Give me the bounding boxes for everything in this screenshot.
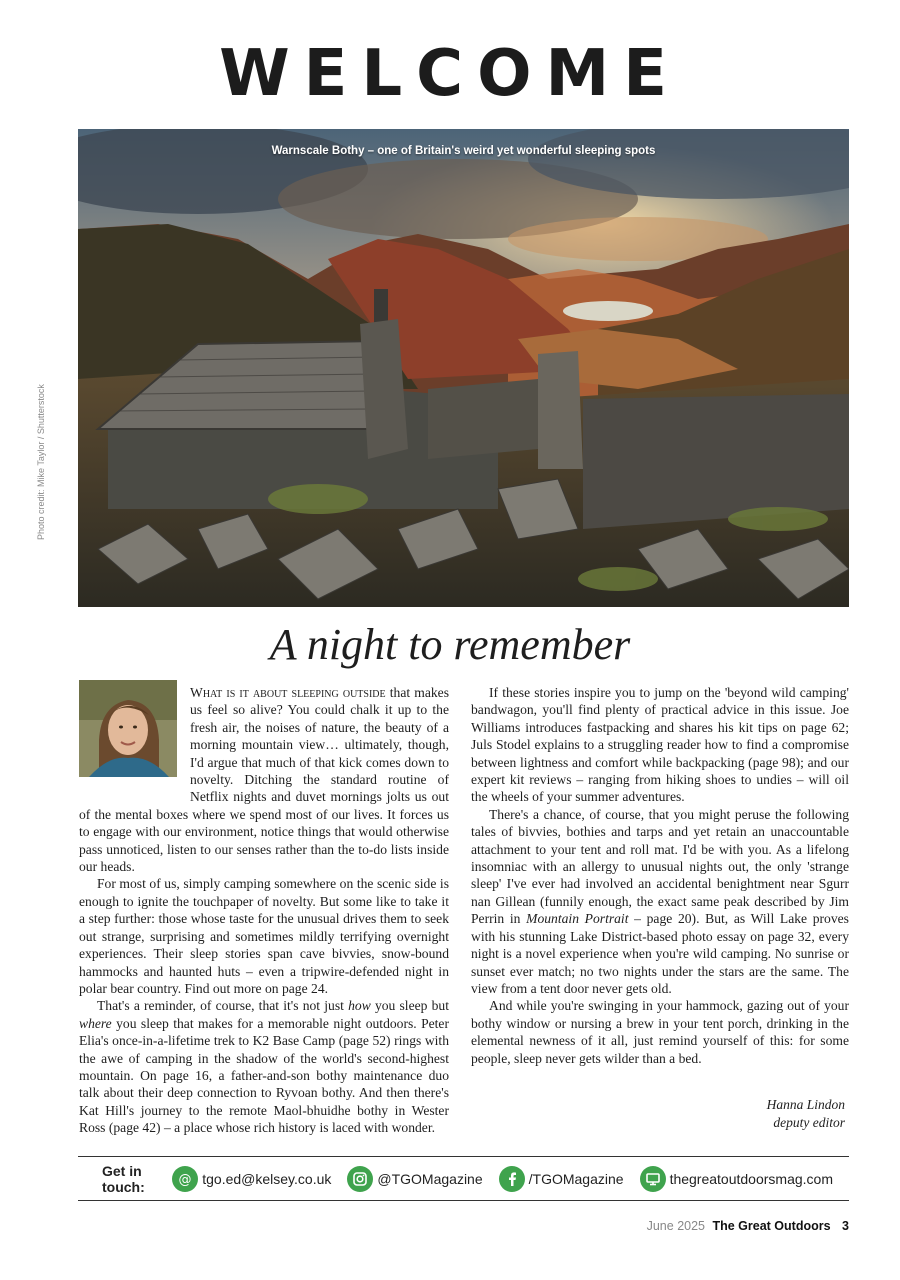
paragraph-text: There's a chance, of course, that you might peruse the following tales of bivvies, bothies and tarps and yet retain an unaccountable attachment to your tent and roll mat. I'd be with you. As a lifelong insomniac with an allergy to unusual nights out, the only 'strange sleep' I've ever had involved an accidental benightment near Sgurr nan Gillean (funnily enough, the exact same peak described by Jim Perrin in	[471, 806, 849, 927]
article-paragraph: If these stories inspire you to jump on the 'beyond wild camping' bandwagon, you'll find plenty of practical advice in this issue. Joe Williams introduces fastpacking and shares his kit tips on page 62; Juls Stodel explains to a struggling reader how to find a compromise between lightness and comfort while backpacking (page 98); and our expert kit reviews – ranging from hiking shoes to undies – will oil the wheels of your summer adventures.	[471, 685, 849, 805]
emphasis: how	[348, 998, 371, 1014]
article-headline: A night to remember	[269, 620, 631, 669]
paragraph-text: you sleep that makes for a memorable night outdoors. Peter Elia's once-in-a-lifetime trek to K2 Base Camp (page 52) rings with the awe of camping in the shadow of the world's second-highest mountain. On page 16, a father-and-son bothy maintenance duo talk about their deep connection to Ryvoan bothy. And then there's Kat Hill's journey to the remote Maol-bhuidhe bothy in Wester Ross (page 42) – a place whose rich history is laced with wonder.	[79, 1015, 449, 1136]
signature	[767, 1096, 845, 1131]
article-paragraph: For most of us, simply camping somewhere on the scenic side is enough to ignite the touchpaper of novelty. But some like to take it a step further: those whose taste for the unusual drives them to seek out strange, surprising and sometimes mildly terrifying overnight experiences. Their sleep stories span cave bivvies, snow-bound hammocks and haunted huts – even a tripwire-defended night in polar bear country. Find out more on page 24.	[79, 876, 449, 996]
hero-photo-illustration	[78, 129, 849, 607]
contact-instagram[interactable]	[347, 1166, 482, 1192]
contact-bar	[78, 1163, 849, 1195]
paragraph-text: – page 20). But, as Will Lake proves with his stunning Lake District-based photo essay on page 32, every night is a novel experience when you're wild camping. No sunrise or sunset ever match; no two nights under the stars are the same. The view from a tent door never gets old.	[471, 911, 849, 996]
facebook-icon	[499, 1166, 525, 1192]
signature-name: Hanna Lindon	[766, 1097, 845, 1112]
emphasis: where	[79, 1015, 112, 1031]
article-paragraph	[79, 997, 449, 1136]
paragraph-text: you sleep but	[374, 998, 449, 1014]
magazine-name: The Great Outdoors	[712, 1219, 831, 1233]
paragraph-text: that makes us feel so alive? You could chalk it up to the fresh air, the noises of nature, the beauty of a morning mountain view… ultimately, though, I'd argue that much of that kick comes down to novelty. Ditching the standard routine of Netflix nights and duvet mornings jolts us out of the mental boxes where we spend most of our lives. It forces us to engage with our environment, notice things that would otherwise pass unnoticed, listen to our senses rather than the to-do lists inside our heads.	[79, 685, 449, 875]
contact-email[interactable]	[172, 1166, 331, 1192]
photo-caption: Warnscale Bothy – one of Britain's weird yet wonderful sleeping spots	[271, 145, 656, 157]
masthead-title: WELCOME	[219, 37, 681, 111]
lead-in: What is it about sleeping outside	[190, 685, 386, 700]
website-icon	[640, 1166, 666, 1192]
svg-text:@: @	[178, 1172, 192, 1187]
emphasis: Mountain Portrait	[526, 911, 629, 927]
instagram-link[interactable]: @TGOMagazine	[377, 1171, 483, 1187]
issue-date: June 2025	[646, 1219, 705, 1233]
page-footer	[647, 1219, 849, 1233]
contact-label: Get in touch:	[102, 1163, 145, 1195]
hero-photo	[78, 129, 849, 607]
divider	[78, 1156, 849, 1157]
contact-facebook[interactable]	[499, 1166, 624, 1192]
divider	[78, 1200, 849, 1201]
contact-website[interactable]	[640, 1166, 833, 1192]
article-column-right	[471, 684, 849, 1067]
article-paragraph: And while you're swinging in your hammock, gazing out of your bothy window or nursing a brew in your tent porch, drinking in the elemental newness of it all, just remind yourself of this: for some people, sleep never gets wilder than a bed.	[471, 998, 849, 1066]
email-icon	[172, 1166, 198, 1192]
article-paragraph	[79, 684, 449, 875]
instagram-icon	[347, 1166, 373, 1192]
article-column-left	[79, 684, 449, 1137]
article-paragraph	[471, 806, 849, 997]
email-link[interactable]: tgo.ed@kelsey.co.uk	[202, 1171, 332, 1187]
photo-credit: Photo credit: Mike Taylor / Shutterstock	[36, 384, 46, 540]
facebook-link[interactable]: /TGOMagazine	[528, 1171, 624, 1187]
website-link[interactable]: thegreatoutdoorsmag.com	[669, 1171, 833, 1187]
paragraph-text: That's a reminder, of course, that it's not just	[97, 998, 344, 1014]
signature-role: deputy editor	[773, 1114, 845, 1130]
page-number: 3	[842, 1219, 849, 1233]
